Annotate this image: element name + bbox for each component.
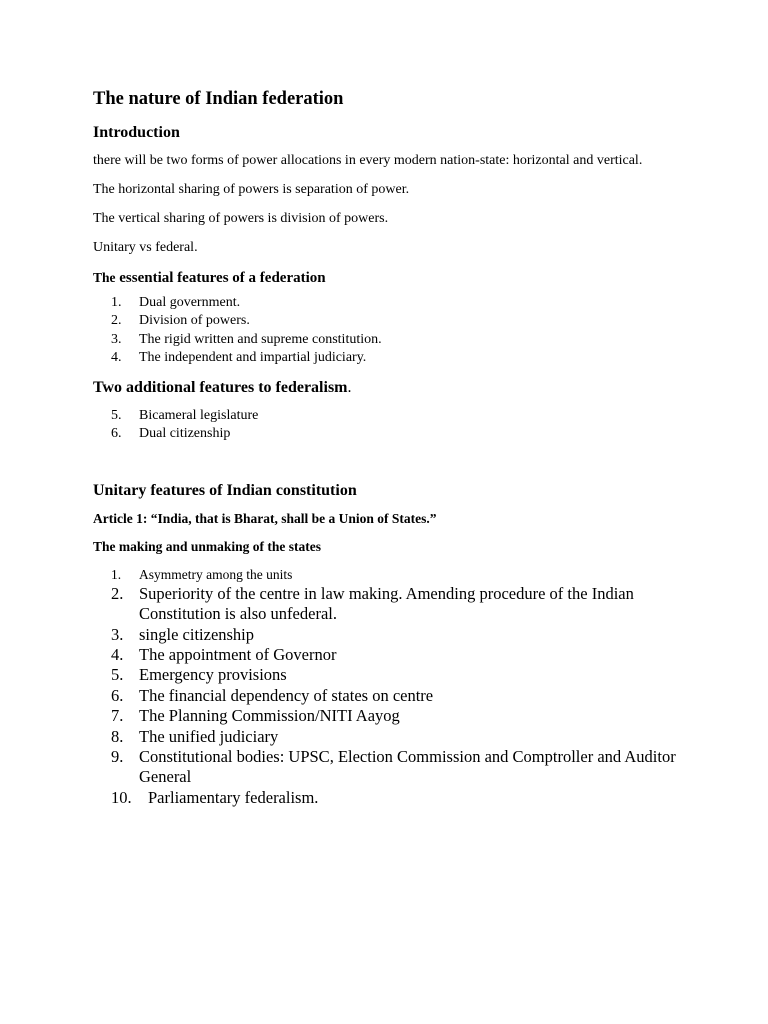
list-text: The unified judiciary [139,726,279,746]
list-text: Superiority of the centre in law making. Amending procedure of the Indian Constitution is also unfederal. [139,583,634,624]
list-item [93,312,683,330]
intro-paragraph: The vertical sharing of powers is division of powers. [93,211,389,226]
list-item [93,584,683,625]
list-item [93,407,683,425]
list-text: The Planning Commission/NITI Aayog [139,706,400,726]
list-item [93,566,683,584]
essential-features-heading [93,268,683,288]
list-item [93,331,683,349]
intro-paragraph: The horizontal sharing of powers is separation of power. [93,182,410,197]
list-text: single citizenship [139,624,255,644]
list-number: 6. [111,426,122,442]
unitary-features-heading: Unitary features of Indian constitution [93,481,357,499]
list-number: 9. [111,747,124,767]
list-number: 5. [111,665,124,685]
list-item [93,625,683,645]
list-text: The financial dependency of states on centre [139,685,434,705]
list-item [93,645,683,665]
essential-heading-lead: The [93,270,116,285]
list-number: 8. [111,726,124,746]
list-number: 2. [111,313,122,329]
additional-heading-suffix: . [347,379,352,397]
list-item [93,788,683,808]
additional-features-heading [93,377,683,399]
article-one-quote: Article 1: “India, that is Bharat, shall be a Union of States.” [93,510,437,526]
list-number: 1. [111,295,122,310]
intro-heading: Introduction [93,124,180,141]
list-item [93,706,683,726]
list-number: 10. [111,787,132,807]
list-text: Asymmetry among the units [139,566,293,582]
list-text: Constitutional bodies: UPSC, Election Commission and Comptroller and Auditor General [139,747,676,787]
intro-paragraph: there will be two forms of power allocations in every modern nation-state: horizontal and vertical. [93,153,643,168]
list-item [93,294,683,312]
additional-features-list [93,407,683,444]
list-number: 4. [111,645,124,664]
additional-heading-text: Two additional features to federalism [93,379,348,397]
list-number: 5. [111,408,122,424]
list-number: 4. [111,349,122,365]
list-item [93,727,683,747]
list-text: Dual government. [139,295,241,310]
list-item [93,747,683,788]
list-number: 3. [111,331,122,347]
list-item [93,349,683,367]
list-text: Emergency provisions [139,665,287,685]
list-item [93,425,683,443]
list-number: 3. [111,624,124,644]
essential-features-list [93,294,683,367]
list-number: 1. [111,566,122,582]
list-item [93,686,683,706]
list-text: Parliamentary federalism. [148,787,319,807]
unitary-features-list [93,566,683,808]
list-number: 2. [111,583,124,603]
list-text: Division of powers. [139,313,250,329]
list-number: 7. [111,706,124,726]
list-text: Bicameral legislature [139,408,259,424]
list-item [93,665,683,685]
document-page [93,86,683,808]
intro-paragraph: Unitary vs federal. [93,240,198,255]
essential-heading-rest: essential features of a federation [115,270,326,286]
document-title: The nature of Indian federation [93,89,344,109]
list-text: The appointment of Governor [139,645,337,664]
list-text: The rigid written and supreme constitution. [139,331,382,347]
list-text: The independent and impartial judiciary. [139,349,367,365]
list-number: 6. [111,685,124,705]
list-text: Dual citizenship [139,426,231,442]
making-unmaking-heading: The making and unmaking of the states [93,538,322,554]
